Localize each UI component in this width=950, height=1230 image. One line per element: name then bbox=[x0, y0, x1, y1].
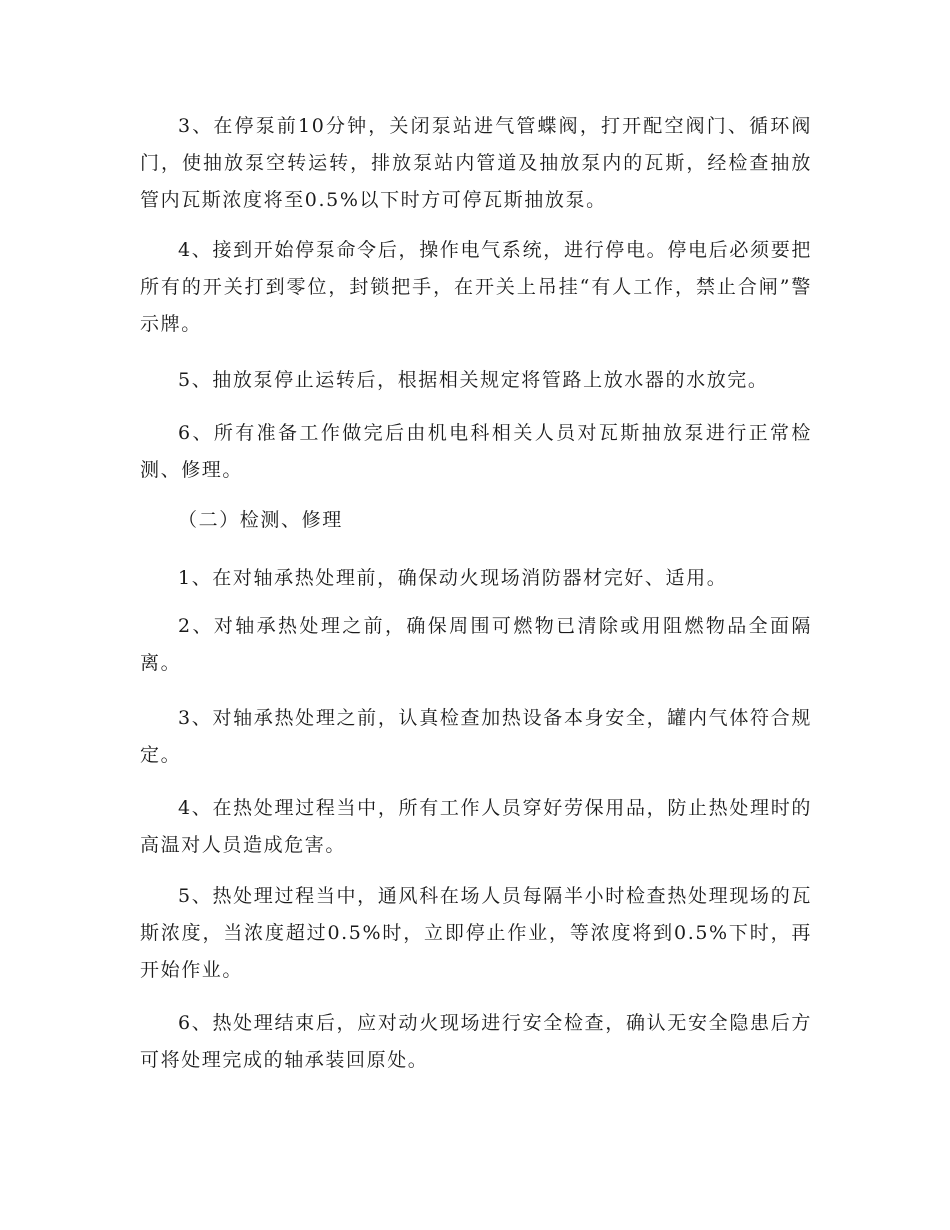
section-heading: （二）检测、修理 bbox=[178, 509, 343, 531]
paragraph-step-4: 4、接到开始停泵命令后，操作电气系统，进行停电。停电后必须要把所有的开关打到零位，封锁把手，在开关上吊挂“有人工作，禁止合闸”警示牌。 bbox=[140, 239, 812, 335]
paragraph-step-5: 5、抽放泵停止运转后，根据相关规定将管路上放水器的水放完。 bbox=[178, 369, 769, 391]
section-paragraph-5: 5、热处理过程当中，通风科在场人员每隔半小时检查热处理现场的瓦斯浓度，当浓度超过0.5%时，立即停止作业，等浓度将到0.5%下时，再开始作业。 bbox=[140, 885, 812, 981]
section-paragraph-2: 2、对轴承热处理之前，确保周围可燃物已清除或用阻燃物品全面隔离。 bbox=[140, 615, 812, 674]
paragraph-step-6: 6、所有准备工作做完后由机电科相关人员对瓦斯抽放泵进行正常检测、修理。 bbox=[140, 422, 812, 481]
section-paragraph-6: 6、热处理结束后，应对动火现场进行安全检查，确认无安全隐患后方可将处理完成的轴承装回原处。 bbox=[140, 1012, 812, 1071]
section-paragraph-3: 3、对轴承热处理之前，认真检查加热设备本身安全，罐内气体符合规定。 bbox=[140, 707, 812, 766]
section-paragraph-4: 4、在热处理过程当中，所有工作人员穿好劳保用品，防止热处理时的高温对人员造成危害。 bbox=[140, 797, 812, 856]
paragraph-step-3: 3、在停泵前10分钟，关闭泵站进气管蝶阀，打开配空阀门、循环阀门，使抽放泵空转运转，排放泵站内管道及抽放泵内的瓦斯，经检查抽放管内瓦斯浓度将至0.5%以下时方可停瓦斯抽放泵。 bbox=[140, 115, 812, 211]
section-paragraph-1: 1、在对轴承热处理前，确保动火现场消防器材完好、适用。 bbox=[178, 567, 728, 589]
